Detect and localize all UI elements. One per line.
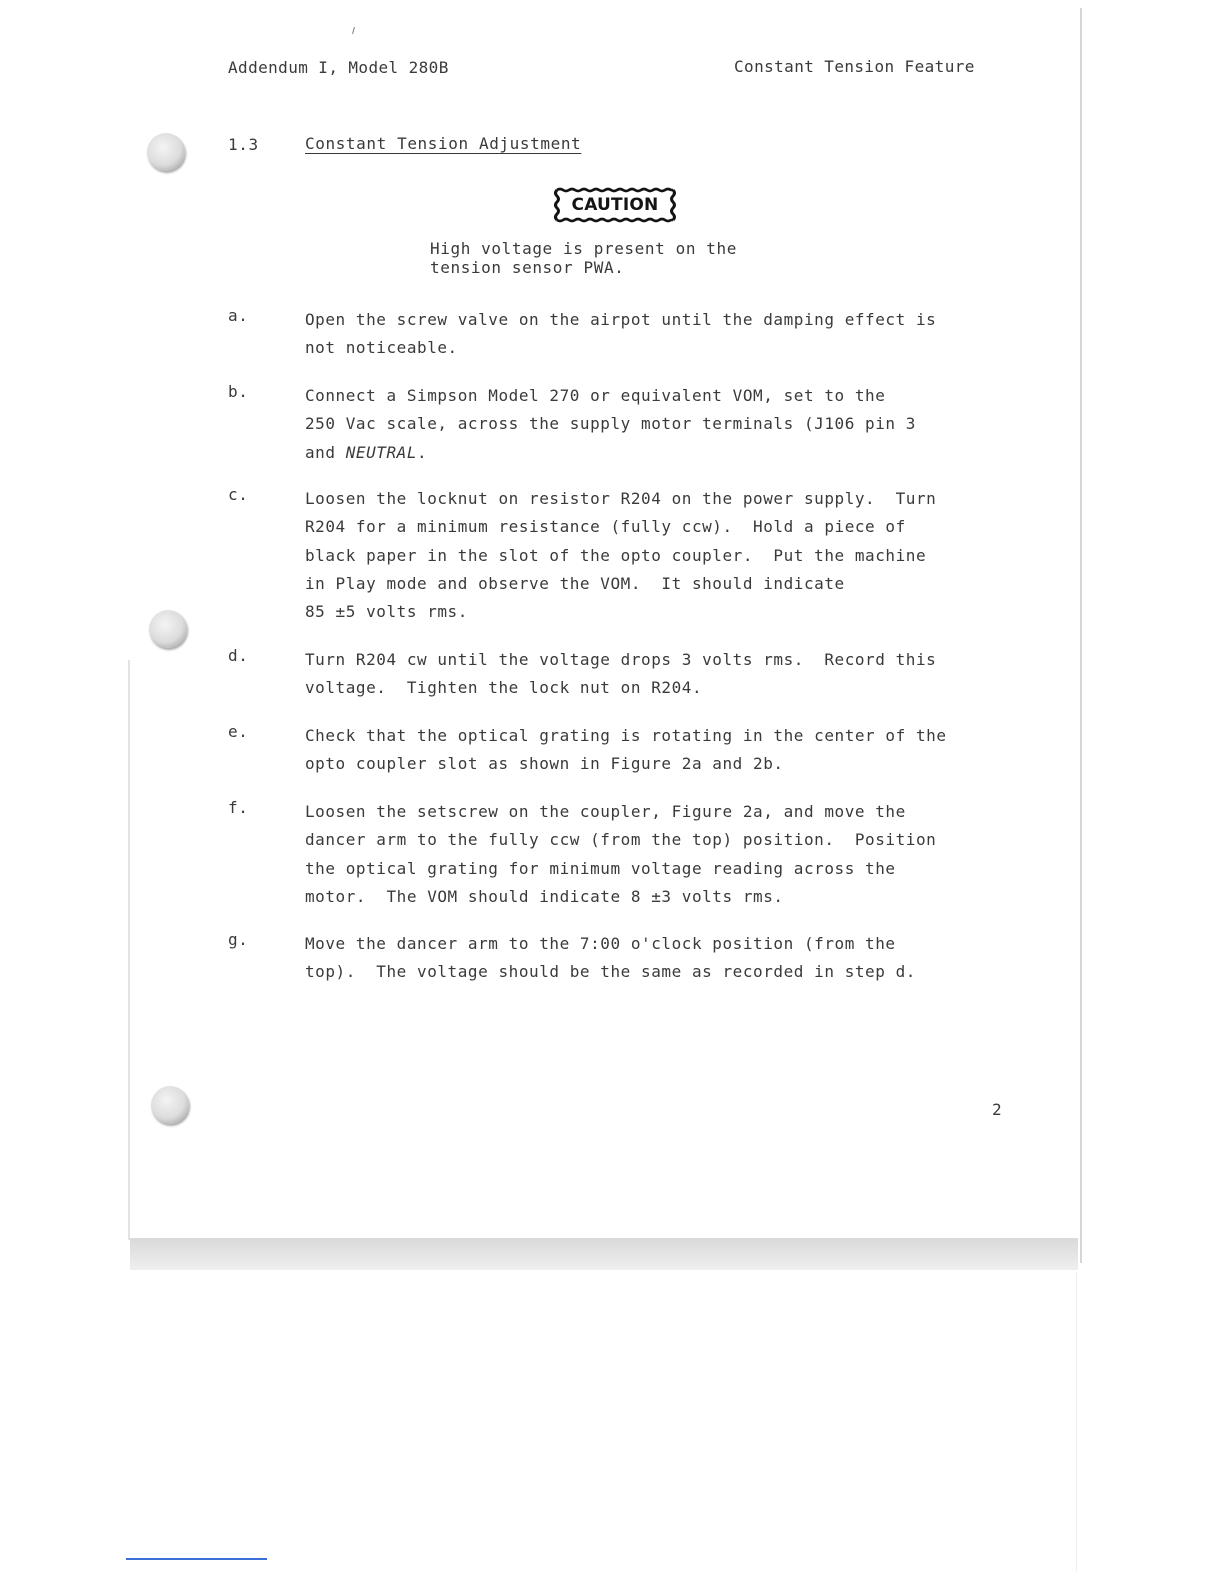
step-letter: d. — [228, 646, 249, 665]
step-line: the optical grating for minimum voltage reading across the — [305, 858, 896, 878]
step-text — [305, 722, 1025, 779]
step-text — [305, 646, 1025, 703]
step-line: Loosen the locknut on resistor R204 on the power supply. Turn — [305, 489, 937, 508]
step-letter: a. — [228, 306, 249, 325]
punch-hole-icon — [151, 1086, 189, 1124]
page-number: 2 — [992, 1100, 1002, 1119]
step-line: not noticeable. — [305, 338, 458, 358]
sheet-edge-right — [1080, 8, 1082, 1263]
header-left-text: Addendum I, Model 280B — [228, 58, 449, 77]
section-title: Constant Tension Adjustment — [305, 134, 582, 153]
step-line: voltage. Tighten the lock nut on R204. — [305, 678, 703, 698]
section-number: 1.3 — [228, 135, 259, 154]
step-line: 85 ±5 volts rms. — [305, 602, 468, 622]
sheet-edge-left — [128, 660, 130, 1240]
step-line: Turn R204 cw until the voltage drops 3 volts rms. Record this — [305, 650, 937, 669]
step-letter: e. — [228, 722, 249, 741]
step-line: Check that the optical grating is rotating in the center of the — [305, 726, 947, 745]
step-line-prefix: and — [305, 442, 346, 462]
step-letter: g. — [228, 930, 249, 949]
punch-hole-icon — [147, 133, 185, 171]
scan-mark — [352, 27, 355, 34]
step-line: in Play mode and observe the VOM. It should indicate — [305, 573, 845, 593]
step-line: motor. The VOM should indicate 8 ±3 volts rms. — [305, 886, 784, 906]
step-line: top). The voltage should be the same as recorded in step d. — [305, 962, 916, 982]
caution-label: CAUTION — [571, 195, 659, 215]
neutral-term: NEUTRAL — [345, 442, 418, 462]
header-right-text: Constant Tension Feature — [734, 57, 975, 76]
step-line: 250 Vac scale, across the supply motor terminals (J106 pin 3 — [305, 414, 916, 434]
step-text — [305, 485, 1025, 626]
step-text — [305, 306, 1025, 363]
step-letter: c. — [228, 485, 249, 504]
step-letter: f. — [228, 798, 249, 817]
step-line: Loosen the setscrew on the coupler, Figure 2a, and move the — [305, 802, 906, 821]
step-line: Open the screw valve on the airpot until the damping effect is — [305, 310, 937, 329]
caution-line: tension sensor PWA. — [430, 258, 625, 277]
background-edge — [1076, 1272, 1077, 1572]
sheet-bottom-shadow — [130, 1238, 1078, 1270]
step-text — [305, 798, 1025, 911]
step-line: black paper in the slot of the opto coupler. Put the machine — [305, 545, 927, 565]
punch-hole-icon — [149, 610, 187, 648]
blue-rule-line — [126, 1558, 267, 1560]
step-line: Move the dancer arm to the 7:00 o'clock position (from the — [305, 934, 896, 953]
step-line: Connect a Simpson Model 270 or equivalent VOM, set to the — [305, 386, 886, 405]
step-line: opto coupler slot as shown in Figure 2a and 2b. — [305, 754, 784, 774]
step-text — [305, 382, 1025, 467]
step-line: dancer arm to the fully ccw (from the top) position. Position — [305, 830, 937, 850]
caution-message — [430, 239, 737, 277]
caution-badge — [553, 187, 677, 223]
step-line-suffix: . — [417, 442, 428, 462]
step-text — [305, 930, 1025, 987]
step-line: R204 for a minimum resistance (fully ccw). Hold a piece of — [305, 517, 906, 537]
step-letter: b. — [228, 382, 249, 401]
caution-line: High voltage is present on the — [430, 239, 737, 258]
